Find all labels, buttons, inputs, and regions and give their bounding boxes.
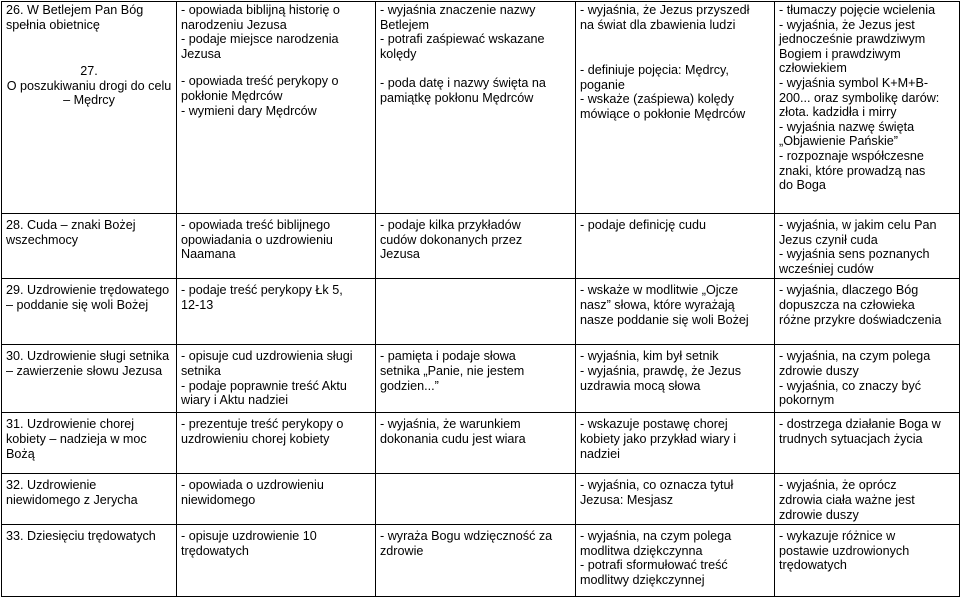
cell-text-line: znaki, które prowadzą nas [779,163,926,178]
cell-text-line: pokłonie Mędrców [181,88,283,103]
group-spacer [580,32,770,63]
cell-text-line: - wyjaśnia, w jakim celu Pan [779,218,937,232]
cell-text-line: - definiuje pojęcia: Mędrcy, [580,63,729,78]
cell-text-line: - wyjaśnia symbol K+M+B- [779,75,929,90]
cell-text-line: 30. Uzdrowienie sługi setnika – zawierzenie słowu Jezusa [6,349,170,378]
cell-text-line: pokornym [779,393,835,408]
requirement-level-3-cell [576,413,775,474]
cell-text-line: - wyjaśnia, na czym polega [580,529,732,544]
cell-text-line: „Objawienie Pańskie” [779,134,898,149]
cell-text-line: - wyraża Bogu wdzięczność za [380,529,553,544]
cell-text-line: poganie [580,77,625,92]
cell-text-line: 31. Uzdrowienie chorej kobiety – nadzieja w moc Bożą [6,417,147,461]
cell-text-line: Jezusa [380,247,420,262]
cell-text-line: uzdrowieniu chorej kobiety [181,431,330,446]
table-row [2,345,960,413]
cell-text-line: - wyjaśnia, że oprócz [779,478,897,493]
lesson-topic-cell [2,214,177,279]
cell-text-line: godzien...” [380,378,439,393]
cell-text-line: wiary i Aktu nadziei [181,393,289,408]
lesson-topic-cell [2,474,177,525]
requirement-level-1-cell [177,474,376,525]
cell-text-line: - potrafi zaśpiewać wskazane [380,32,545,47]
cell-text-line: - wykazuje różnice w [779,529,896,544]
cell-text-line: - pamięta i podaje słowa [380,349,516,364]
cell-text-line: Jezusa: Mesjasz [580,492,674,507]
cell-text-line: złota. kadzidła i mirry [779,105,897,120]
cell-text-line: - potrafi sformułować treść [580,558,728,573]
cell-text-line: różne przykre doświadczenia [779,312,942,327]
cell-text-line: nadziei [580,446,620,461]
cell-text-line: - opowiada o uzdrowieniu [181,478,324,493]
cell-text-line: - podaje definicję cudu [580,218,707,232]
cell-text-line: niewidomego [181,492,256,507]
cell-text-line: 32. Uzdrowienie niewidomego z Jerycha [6,478,138,507]
cell-text-line: trędowatych [181,543,249,558]
cell-text-line: - opisuje uzdrowienie 10 [181,529,317,544]
cell-text-line: - wyjaśnia sens poznanych [779,247,930,262]
requirement-level-4-cell [775,279,960,345]
curriculum-table [1,1,960,597]
cell-text-line: - wymieni dary Mędrców [181,103,317,118]
requirement-level-2-cell [376,279,576,345]
cell-text-line: wcześniej cudów [779,261,874,276]
requirement-level-4-cell [775,214,960,279]
cell-text-line: Bogiem i prawdziwym [779,46,901,61]
cell-text-line: na świat dla zbawienia ludzi [580,17,736,32]
requirement-level-2-cell [376,2,576,214]
cell-text-line: modlitwa dziękczynna [580,543,703,558]
lesson-topic-cell [2,279,177,345]
cell-text-line: zdrowie [380,543,424,558]
cell-text-line: setnika „Panie, nie jestem [380,363,525,378]
cell-text-line: opowiadania o uzdrowieniu [181,232,333,247]
cell-text-line: - poda datę i nazwy święta na [380,76,546,91]
cell-text-line: trędowatych [779,558,847,573]
curriculum-table-body [2,2,960,597]
cell-text-line: nasz” słowa, które wyrażają [580,297,735,312]
cell-text-line: - rozpoznaje współczesne [779,148,924,163]
cell-text-line: 29. Uzdrowienie trędowatego – poddanie się woli Bożej [6,283,170,312]
requirement-level-4-cell [775,413,960,474]
requirement-level-4-cell [775,474,960,525]
cell-text-line: - podaje miejsce narodzenia [181,32,339,47]
requirement-level-1-cell [177,525,376,597]
cell-text-line: narodzeniu Jezusa [181,17,287,32]
requirement-level-1-cell [177,2,376,214]
cell-text-line: jednocześnie prawdziwym [779,32,926,47]
requirement-level-1-cell [177,345,376,413]
cell-text-line: O poszukiwaniu drogi do celu – Mędrcy [6,78,172,108]
group-spacer [6,32,172,64]
cell-text-line: dopuszcza na człowieka [779,297,915,312]
cell-text-line: zdrowie duszy [779,363,859,378]
cell-text-line: - dostrzega działanie Boga w [779,417,941,432]
cell-text-line: kobiety jako przykład wiary i [580,431,737,446]
lesson-topic-cell [2,413,177,474]
cell-text-line: 12-13 [181,297,214,312]
cell-text-line: - opowiada biblijną historię o [181,3,340,17]
table-row [2,2,960,214]
cell-text-line: - opowiada treść biblijnego [181,218,331,232]
cell-text-line: - wyjaśnia, dlaczego Bóg [779,283,919,298]
requirement-level-4-cell [775,345,960,413]
cell-text-line: - wyjaśnia nazwę święta [779,119,915,134]
cell-text-line: Betlejem [380,17,429,32]
cell-text-line: modlitwy dziękczynnej [580,572,705,587]
table-row [2,525,960,597]
cell-text-line: - wyjaśnia, że Jezus przyszedł [580,3,750,17]
cell-text-line: cudów dokonanych przez [380,232,523,247]
cell-text-line: - wyjaśnia, kim był setnik [580,349,719,364]
cell-text-line: człowiekiem [779,61,847,76]
cell-text-line: - wyjaśnia, że Jezus jest [779,17,915,32]
cell-text-line: zdrowia ciała ważne jest [779,492,915,507]
cell-text-line: kolędy [380,46,417,61]
requirement-level-2-cell [376,214,576,279]
cell-text-line: Jezusa [181,46,221,61]
requirement-level-1-cell [177,214,376,279]
requirement-level-4-cell [775,2,960,214]
cell-text-line: postawie uzdrowionych [779,543,910,558]
requirement-level-3-cell [576,279,775,345]
cell-text-line: 33. Dziesięciu trędowatych [6,529,156,544]
group-spacer [380,61,571,76]
requirement-level-3-cell [576,474,775,525]
cell-text-line: - opowiada treść perykopy o [181,74,339,89]
requirement-level-2-cell [376,345,576,413]
table-row [2,474,960,525]
cell-text-line: - wyjaśnia, na czym polega [779,349,931,364]
lesson-topic-cell [2,2,177,214]
cell-text-line: 27. [80,64,98,79]
cell-text-line: pamiątkę pokłonu Mędrców [380,90,534,105]
table-row [2,214,960,279]
cell-text-line: - podaje kilka przykładów [380,218,521,232]
cell-text-line: zdrowie duszy [779,507,859,522]
cell-text-line: do Boga [779,178,826,193]
requirement-level-2-cell [376,525,576,597]
requirement-level-1-cell [177,279,376,345]
requirement-level-3-cell [576,214,775,279]
group-spacer [181,61,371,74]
cell-text-line: - wskazuje postawę chorej [580,417,728,432]
requirement-level-3-cell [576,345,775,413]
cell-text-line: 26. W Betlejem Pan Bóg spełnia obietnicę [6,3,144,32]
requirement-level-3-cell [576,525,775,597]
cell-text-line: Jezus czynił cuda [779,232,878,247]
cell-text-line: trudnych sytuacjach życia [779,431,923,446]
cell-text-line: - wyjaśnia znaczenie nazwy [380,3,536,17]
cell-text-line: uzdrawia mocą słowa [580,378,701,393]
cell-text-line: - wyjaśnia, że warunkiem [380,417,521,432]
cell-text-line: - podaje poprawnie treść Aktu [181,378,347,393]
requirement-level-1-cell [177,413,376,474]
cell-text-line: - prezentuje treść perykopy o [181,417,344,432]
cell-text-line: - podaje treść perykopy Łk 5, [181,283,343,298]
cell-text-line: - wyjaśnia, co znaczy być [779,378,922,393]
lesson-topic-cell [2,525,177,597]
cell-text-line: Naamana [181,247,236,262]
cell-text-line: - tłumaczy pojęcie wcielenia [779,3,936,17]
requirement-level-2-cell [376,413,576,474]
requirement-level-4-cell [775,525,960,597]
cell-text-line: - opisuje cud uzdrowienia sługi [181,349,353,364]
cell-text-line: setnika [181,363,221,378]
lesson-topic-cell [2,345,177,413]
cell-text-line: 28. Cuda – znaki Bożej wszechmocy [6,218,136,247]
cell-text-line: 200... oraz symbolikę darów: [779,90,940,105]
cell-text-line: - wyjaśnia, prawdę, że Jezus [580,363,741,378]
cell-text-line: - wskaże (zaśpiewa) kolędy [580,92,734,107]
cell-text-line: nasze poddanie się woli Bożej [580,312,749,327]
requirement-level-3-cell [576,2,775,214]
table-row [2,413,960,474]
requirement-level-2-cell [376,474,576,525]
cell-text-line: mówiące o pokłonie Mędrców [580,106,746,121]
cell-text-line: - wyjaśnia, co oznacza tytuł [580,478,734,493]
cell-text-line: - wskaże w modlitwie „Ojcze [580,283,739,298]
cell-text-line: dokonania cudu jest wiara [380,431,526,446]
table-row [2,279,960,345]
